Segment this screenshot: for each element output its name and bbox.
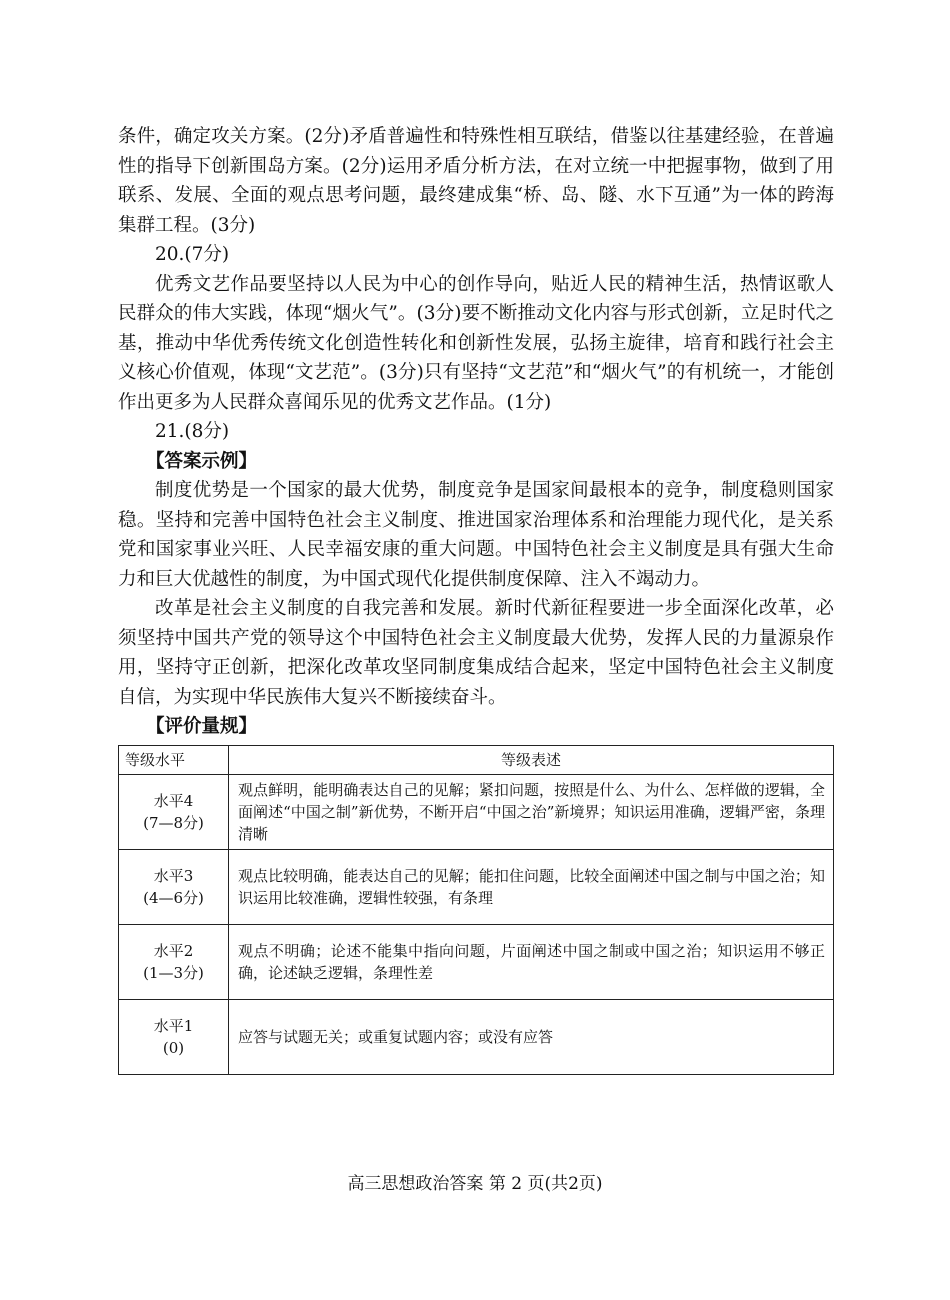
answer-example-heading: 【答案示例】 bbox=[146, 450, 258, 472]
rubric-level-score: (7—8分) bbox=[143, 813, 204, 832]
rubric-row bbox=[119, 849, 834, 924]
q21-answer-paragraph-1: 制度优势是一个国家的最大优势，制度竞争是国家间最根本的竞争，制度稳则国家稳。坚持和完善中国特色社会主义制度、推进国家治理体系和治理能力现代化，是关系党和国家事业兴旺、人民幸福安康的重大问题。中国特色社会主义制度是具有强大生命力和巨大优越性的制度，为中国式现代化提供制度保障、注入不竭动力。 bbox=[118, 480, 834, 590]
rubric-level-cell bbox=[119, 999, 229, 1074]
rubric-level-name: 水平2 bbox=[153, 941, 194, 960]
rubric-heading: 【评价量规】 bbox=[146, 716, 258, 737]
rubric-level-score: (4—6分) bbox=[143, 888, 204, 907]
q20-label: 20.(7分) bbox=[155, 244, 230, 265]
q20-answer: 优秀文艺作品要坚持以人民为中心的创作导向，贴近人民的精神生活，热情讴歌人民群众的伟大实践，体现“烟火气”。(3分)要不断推动文化内容与形式创新，立足时代之基，推动中华优秀传统文化创造性转化和创新性发展，弘扬主旋律，培育和践行社会主义核心价值观，体现“文艺范”。(3分)只有坚持“文艺范”和“烟火气”的有机统一，才能创作出更多为人民群众喜闻乐见的优秀文艺作品。(1分) bbox=[118, 273, 834, 413]
page-footer: 高三思想政治答案 第 2 页(共2页) bbox=[347, 1174, 603, 1194]
rubric-row bbox=[119, 774, 834, 849]
q19-answer-continuation: 条件，确定攻关方案。(2分)矛盾普遍性和特殊性相互联结，借鉴以往基建经验，在普遍性的指导下创新围岛方案。(2分)运用矛盾分析方法，在对立统一中把握事物，做到了用联系、发展、全面的观点思考问题，最终建成集“桥、岛、隧、水下互通”为一体的跨海集群工程。(3分) bbox=[118, 126, 834, 236]
rubric-description: 观点鲜明，能明确表达自己的见解；紧扣问题，按照是什么、为什么、怎样做的逻辑，全面阐述“中国之制”新优势，不断开启“中国之治”新境界；知识运用准确，逻辑严密，条理清晰 bbox=[229, 774, 834, 849]
rubric-level-name: 水平4 bbox=[153, 791, 194, 810]
rubric-description: 应答与试题无关；或重复试题内容；或没有应答 bbox=[229, 999, 834, 1074]
rubric-row bbox=[119, 924, 834, 999]
rubric-row bbox=[119, 999, 834, 1074]
rubric-level-cell bbox=[119, 924, 229, 999]
rubric-header-row bbox=[119, 745, 834, 774]
rubric-table bbox=[118, 745, 834, 1075]
answer-page bbox=[118, 0, 834, 1075]
q21-answer-paragraph-2: 改革是社会主义制度的自我完善和发展。新时代新征程要进一步全面深化改革，必须坚持中国共产党的领导这个中国特色社会主义制度最大优势，发挥人民的力量源泉作用，坚持守正创新，把深化改革攻坚同制度集成结合起来，坚定中国特色社会主义制度自信，为实现中华民族伟大复兴不断接续奋斗。 bbox=[118, 598, 834, 708]
rubric-header-level: 等级水平 bbox=[119, 745, 229, 774]
rubric-description: 观点不明确；论述不能集中指向问题，片面阐述中国之制或中国之治；知识运用不够正确，论述缺乏逻辑，条理性差 bbox=[229, 924, 834, 999]
rubric-description: 观点比较明确，能表达自己的见解；能扣住问题，比较全面阐述中国之制与中国之治；知识运用比较准确，逻辑性较强，有条理 bbox=[229, 849, 834, 924]
rubric-level-cell bbox=[119, 774, 229, 849]
rubric-level-cell bbox=[119, 849, 229, 924]
rubric-level-name: 水平3 bbox=[153, 866, 194, 885]
rubric-level-score: (0) bbox=[162, 1038, 185, 1057]
rubric-header-description: 等级表述 bbox=[229, 745, 834, 774]
q21-label: 21.(8分) bbox=[155, 421, 230, 442]
rubric-level-score: (1—3分) bbox=[143, 963, 204, 982]
rubric-level-name: 水平1 bbox=[153, 1016, 194, 1035]
